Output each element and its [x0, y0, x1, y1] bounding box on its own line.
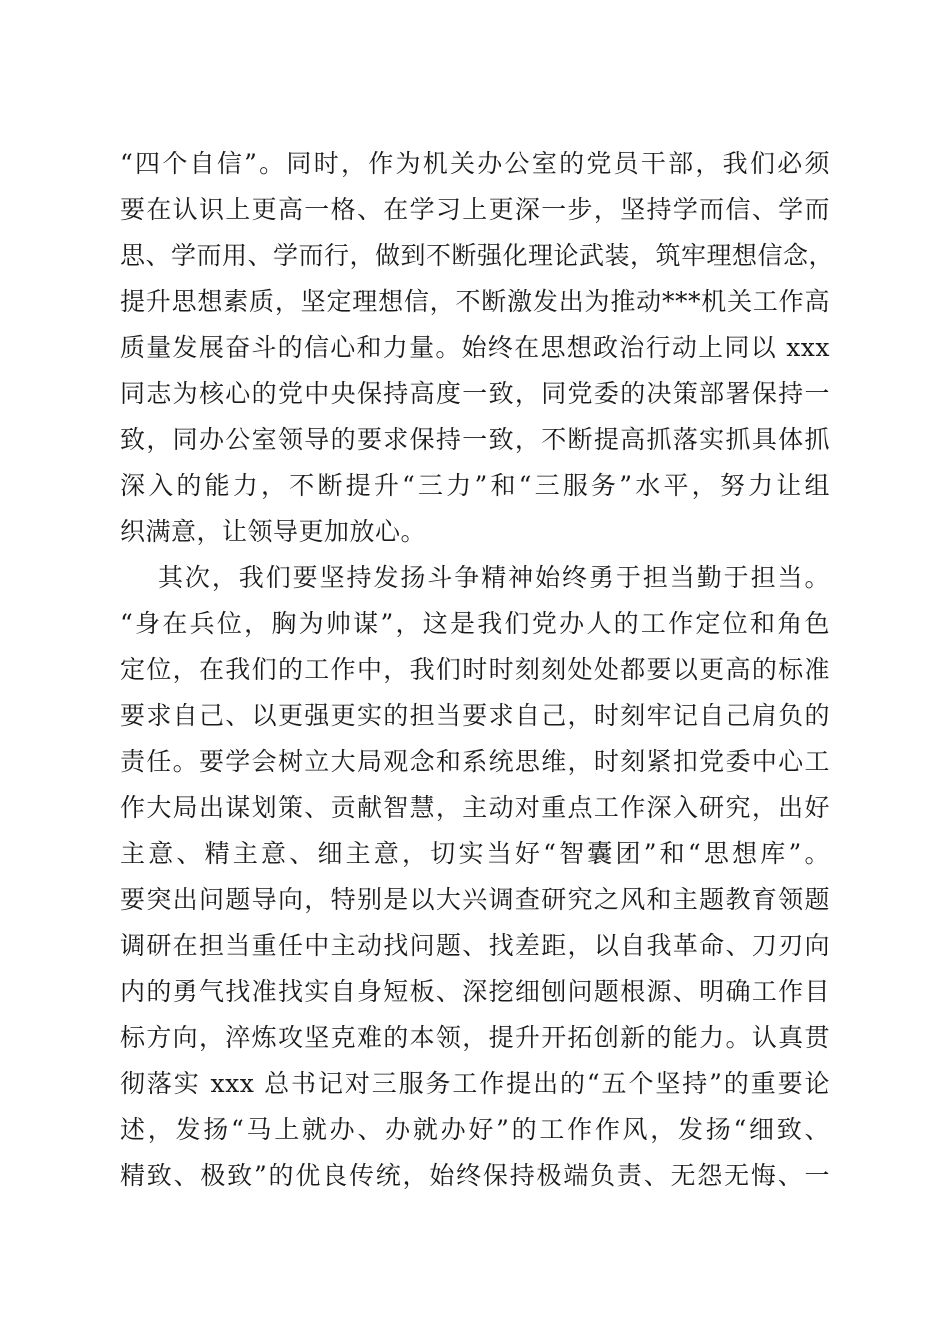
text-line: 作大局出谋划策、贡献智慧，主动对重点工作深入研究，出好: [120, 793, 830, 822]
text-line: “身在兵位，胸为帅谋”，这是我们党办人的工作定位和角色: [120, 609, 830, 638]
text-line: 要突出问题导向，特别是以大兴调查研究之风和主题教育领题: [120, 885, 830, 914]
text-line: 调研在担当重任中主动找问题、找差距，以自我革命、刀刃向: [120, 931, 830, 960]
paragraph-2: [120, 555, 830, 1199]
text-line: 责任。要学会树立大局观念和系统思维，时刻紧扣党委中心工: [120, 747, 830, 776]
body-text: [120, 141, 835, 1199]
text-line: 要求自己、以更强更实的担当要求自己，时刻牢记自己肩负的: [120, 701, 830, 730]
text-line: 定位，在我们的工作中，我们时时刻刻处处都要以更高的标准: [120, 655, 830, 684]
text-line: 要在认识上更高一格、在学习上更深一步，坚持学而信、学而: [120, 195, 830, 224]
text-line: 彻落实 xxx 总书记对三服务工作提出的“五个坚持”的重要论: [120, 1069, 830, 1098]
text-line: 深入的能力，不断提升“三力”和“三服务”水平，努力让组: [120, 471, 830, 500]
text-line: 内的勇气找准找实自身短板、深挖细刨问题根源、明确工作目: [120, 977, 830, 1006]
text-line: 织满意，让领导更加放心。: [120, 517, 427, 546]
text-line: “四个自信”。同时，作为机关办公室的党员干部，我们必须: [120, 149, 830, 178]
text-line: 思、学而用、学而行，做到不断强化理论武装，筑牢理想信念，: [120, 241, 835, 270]
text-line: 标方向，淬炼攻坚克难的本领，提升开拓创新的能力。认真贯: [120, 1023, 830, 1052]
text-line: 述，发扬“马上就办、办就办好”的工作作风，发扬“细致、: [120, 1115, 830, 1144]
text-line: 质量发展奋斗的信心和力量。始终在思想政治行动上同以 xxx: [120, 333, 830, 362]
text-line: 提升思想素质，坚定理想信，不断激发出为推动***机关工作高: [120, 287, 830, 316]
text-line: 主意、精主意、细主意，切实当好“智囊团”和“思想库”。: [120, 839, 830, 868]
text-line: 同志为核心的党中央保持高度一致，同党委的决策部署保持一: [120, 379, 830, 408]
text-line: 致，同办公室领导的要求保持一致，不断提高抓落实抓具体抓: [120, 425, 830, 454]
text-line: 精致、极致”的优良传统，始终保持极端负责、无怨无悔、一: [120, 1161, 830, 1190]
text-line: 其次，我们要坚持发扬斗争精神始终勇于担当勤于担当。: [158, 563, 830, 592]
paragraph-1: [120, 141, 835, 555]
